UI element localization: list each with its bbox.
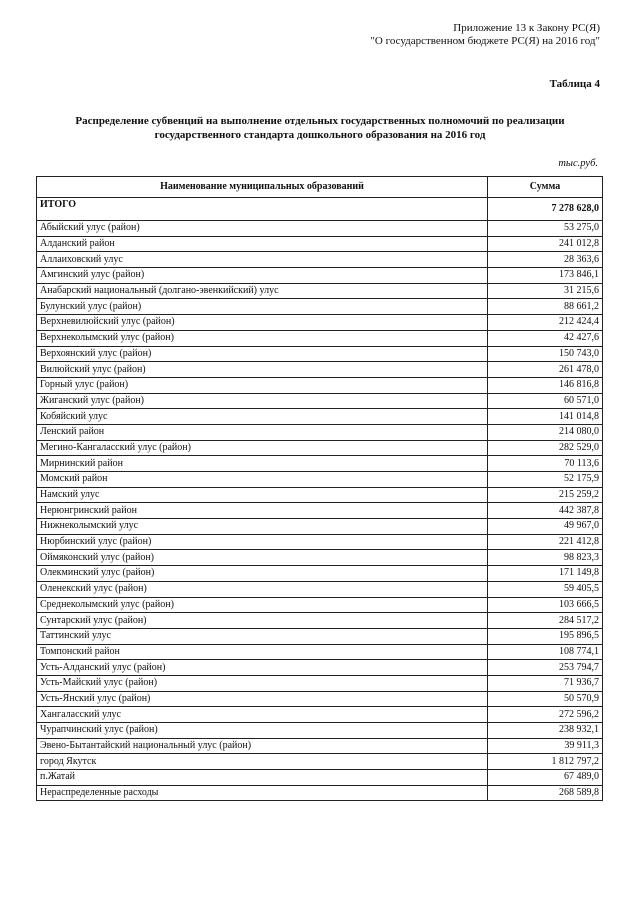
municipality-name: Жиганский улус (район) — [37, 393, 488, 409]
municipality-name: Кобяйский улус — [37, 409, 488, 425]
table-row — [37, 738, 603, 754]
table-row — [37, 330, 603, 346]
municipality-name: Аллаиховский улус — [37, 252, 488, 268]
table-row — [37, 597, 603, 613]
table-row — [37, 409, 603, 425]
municipality-name: Усть-Майский улус (район) — [37, 675, 488, 691]
municipality-name: Эвено-Бытантайский национальный улус (район) — [37, 738, 488, 754]
municipality-name: Томпонский район — [37, 644, 488, 660]
municipality-name: Мегино-Кангаласский улус (район) — [37, 440, 488, 456]
municipality-name: Нижнеколымский улус — [37, 519, 488, 535]
table-row — [37, 519, 603, 535]
table-row — [37, 503, 603, 519]
subsidy-sum: 214 080,0 — [488, 424, 603, 440]
subsidy-sum: 1 812 797,2 — [488, 754, 603, 770]
subsidy-sum: 171 149,8 — [488, 566, 603, 582]
table-row — [37, 691, 603, 707]
document-title — [60, 114, 580, 142]
municipality-name: Верхнеколымский улус (район) — [37, 330, 488, 346]
municipality-name: Анабарский национальный (долгано-эвенкийский) улус — [37, 283, 488, 299]
table-row — [37, 723, 603, 739]
subsidy-sum: 88 661,2 — [488, 299, 603, 315]
subsidy-sum: 53 275,0 — [488, 221, 603, 237]
subsidy-sum: 59 405,5 — [488, 581, 603, 597]
table-row — [37, 377, 603, 393]
table-row — [37, 487, 603, 503]
municipality-name: Намский улус — [37, 487, 488, 503]
title-line-1: Распределение субвенций на выполнение отдельных государственных полномочий по реализации — [75, 115, 565, 127]
table-row — [37, 456, 603, 472]
municipality-name: Верхневилюйский улус (район) — [37, 315, 488, 331]
table-row — [37, 534, 603, 550]
municipality-name: Момский район — [37, 472, 488, 488]
table-row — [37, 660, 603, 676]
subsidy-sum: 173 846,1 — [488, 268, 603, 284]
municipality-name: Горный улус (район) — [37, 377, 488, 393]
municipality-name: Оймяконский улус (район) — [37, 550, 488, 566]
subsidy-sum: 150 743,0 — [488, 346, 603, 362]
municipality-name: Мирнинский район — [37, 456, 488, 472]
table-row — [37, 252, 603, 268]
table-row — [37, 613, 603, 629]
table-row — [37, 785, 603, 801]
subsidy-sum: 268 589,8 — [488, 785, 603, 801]
table-row — [37, 221, 603, 237]
municipality-name: п.Жатай — [37, 770, 488, 786]
subsidy-sum: 241 012,8 — [488, 236, 603, 252]
table-row — [37, 472, 603, 488]
table-body — [37, 198, 603, 801]
municipality-name: Сунтарский улус (район) — [37, 613, 488, 629]
appendix-line-2: "О государственном бюджете РС(Я) на 2016 год" — [370, 35, 600, 47]
municipality-name: Нераспределенные расходы — [37, 785, 488, 801]
municipality-name: Ленский район — [37, 424, 488, 440]
subsidy-sum: 442 387,8 — [488, 503, 603, 519]
subsidy-sum: 50 570,9 — [488, 691, 603, 707]
table-row — [37, 550, 603, 566]
municipality-name: Усть-Алданский улус (район) — [37, 660, 488, 676]
subsidy-sum: 221 412,8 — [488, 534, 603, 550]
total-sum: 7 278 628,0 — [488, 198, 603, 221]
appendix-line-1: Приложение 13 к Закону РС(Я) — [453, 22, 600, 34]
subsidy-sum: 39 911,3 — [488, 738, 603, 754]
municipality-name: Олекминский улус (район) — [37, 566, 488, 582]
municipality-name: Таттинский улус — [37, 628, 488, 644]
table-row — [37, 393, 603, 409]
table-row — [37, 581, 603, 597]
table-row — [37, 315, 603, 331]
municipality-name: Чурапчинский улус (район) — [37, 723, 488, 739]
subsidy-sum: 98 823,3 — [488, 550, 603, 566]
subsidy-sum: 238 932,1 — [488, 723, 603, 739]
municipality-name: Среднеколымский улус (район) — [37, 597, 488, 613]
title-line-2: государственного стандарта дошкольного образования на 2016 год — [154, 129, 486, 141]
subsidy-sum: 103 666,5 — [488, 597, 603, 613]
total-row — [37, 198, 603, 221]
table-row — [37, 424, 603, 440]
subsidy-sum: 212 424,4 — [488, 315, 603, 331]
table-header-row — [37, 177, 603, 198]
table-row — [37, 707, 603, 723]
table-row — [37, 675, 603, 691]
municipality-name: Верхоянский улус (район) — [37, 346, 488, 362]
subsidy-table — [36, 176, 603, 801]
subsidy-sum: 67 489,0 — [488, 770, 603, 786]
municipality-name: Абыйский улус (район) — [37, 221, 488, 237]
subsidy-sum: 70 113,6 — [488, 456, 603, 472]
municipality-name: Булунский улус (район) — [37, 299, 488, 315]
subsidy-sum: 215 259,2 — [488, 487, 603, 503]
table-row — [37, 346, 603, 362]
table-row — [37, 299, 603, 315]
subsidy-sum: 284 517,2 — [488, 613, 603, 629]
table-row — [37, 268, 603, 284]
column-header-name: Наименование муниципальных образований — [37, 177, 488, 198]
total-label: ИТОГО — [37, 198, 488, 221]
table-label: Таблица 4 — [549, 78, 600, 90]
subsidy-sum: 31 215,6 — [488, 283, 603, 299]
subsidy-sum: 28 363,6 — [488, 252, 603, 268]
table-row — [37, 566, 603, 582]
subsidy-sum: 60 571,0 — [488, 393, 603, 409]
subsidy-sum: 52 175,9 — [488, 472, 603, 488]
subsidy-sum: 141 014,8 — [488, 409, 603, 425]
table-row — [37, 283, 603, 299]
table-row — [37, 362, 603, 378]
table-row — [37, 754, 603, 770]
table-row — [37, 236, 603, 252]
subsidy-sum: 261 478,0 — [488, 362, 603, 378]
subsidy-sum: 253 794,7 — [488, 660, 603, 676]
municipality-name: город Якутск — [37, 754, 488, 770]
column-header-sum: Сумма — [488, 177, 603, 198]
subsidy-sum: 282 529,0 — [488, 440, 603, 456]
table-row — [37, 628, 603, 644]
units-label: тыс.руб. — [558, 158, 598, 169]
municipality-name: Алданский район — [37, 236, 488, 252]
subsidy-sum: 71 936,7 — [488, 675, 603, 691]
table-row — [37, 644, 603, 660]
municipality-name: Хангаласский улус — [37, 707, 488, 723]
municipality-name: Вилюйский улус (район) — [37, 362, 488, 378]
table-row — [37, 770, 603, 786]
subsidy-sum: 42 427,6 — [488, 330, 603, 346]
subsidy-sum: 272 596,2 — [488, 707, 603, 723]
table-row — [37, 440, 603, 456]
subsidy-sum: 195 896,5 — [488, 628, 603, 644]
subsidy-sum: 49 967,0 — [488, 519, 603, 535]
municipality-name: Нерюнгринский район — [37, 503, 488, 519]
municipality-name: Усть-Янский улус (район) — [37, 691, 488, 707]
municipality-name: Нюрбинский улус (район) — [37, 534, 488, 550]
appendix-note — [370, 22, 600, 48]
municipality-name: Амгинский улус (район) — [37, 268, 488, 284]
subsidy-sum: 146 816,8 — [488, 377, 603, 393]
municipality-name: Оленекский улус (район) — [37, 581, 488, 597]
subsidy-sum: 108 774,1 — [488, 644, 603, 660]
